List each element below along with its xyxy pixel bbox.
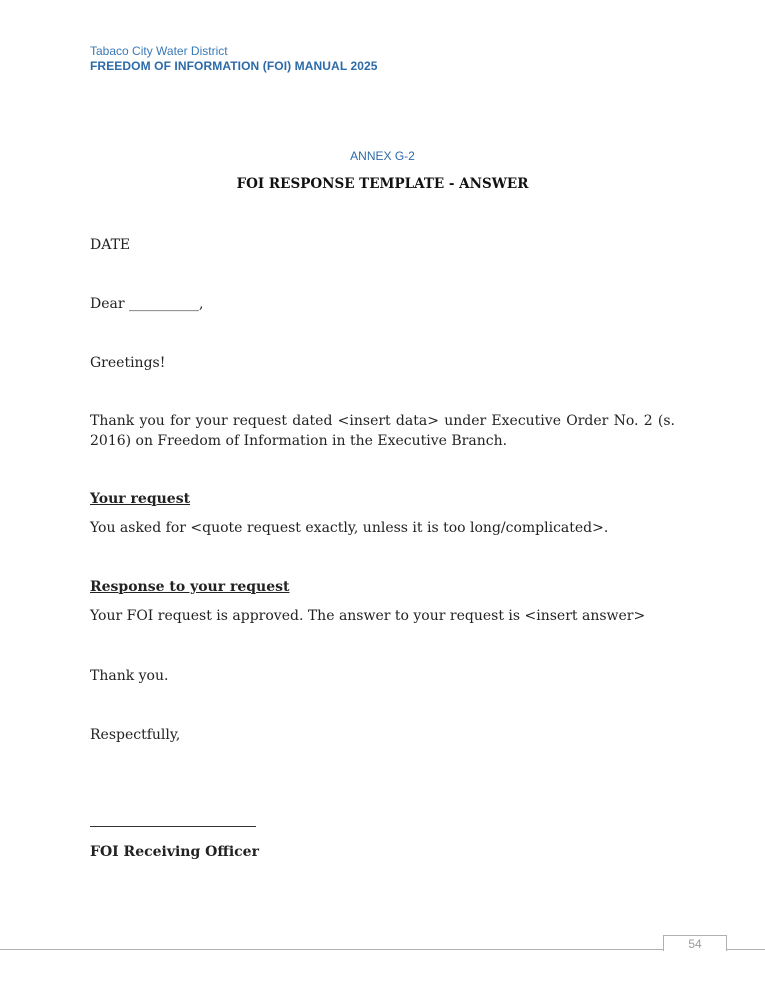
greeting: Greetings! [90,355,166,371]
document-title: FOI RESPONSE TEMPLATE - ANSWER [236,176,529,192]
header-organization: Tabaco City Water District [90,44,228,58]
date-placeholder: DATE [90,237,131,253]
annex-label: ANNEX G-2 [350,149,415,163]
intro-paragraph: Thank you for your request dated <insert data> under Executive Order No. 2 (s. 2016) on Freedom of Information in the Executive Branch. [90,413,675,449]
response-text: Your FOI request is approved. The answer to your request is <insert answer> [90,608,646,624]
page-header [90,44,378,74]
request-heading: Your request [90,491,191,507]
footer-rule [0,949,765,950]
thanks-line: Thank you. [90,668,169,684]
request-text: You asked for <quote request exactly, unless it is too long/complicated>. [90,520,609,536]
signature-line [90,826,256,827]
header-manual-title: FREEDOM OF INFORMATION (FOI) MANUAL 2025 [90,59,378,73]
closing-line: Respectfully, [90,727,181,743]
response-heading: Response to your request [90,579,290,595]
salutation: Dear __________, [90,296,204,312]
signatory-title: FOI Receiving Officer [90,844,259,860]
page-number: 54 [663,935,727,951]
